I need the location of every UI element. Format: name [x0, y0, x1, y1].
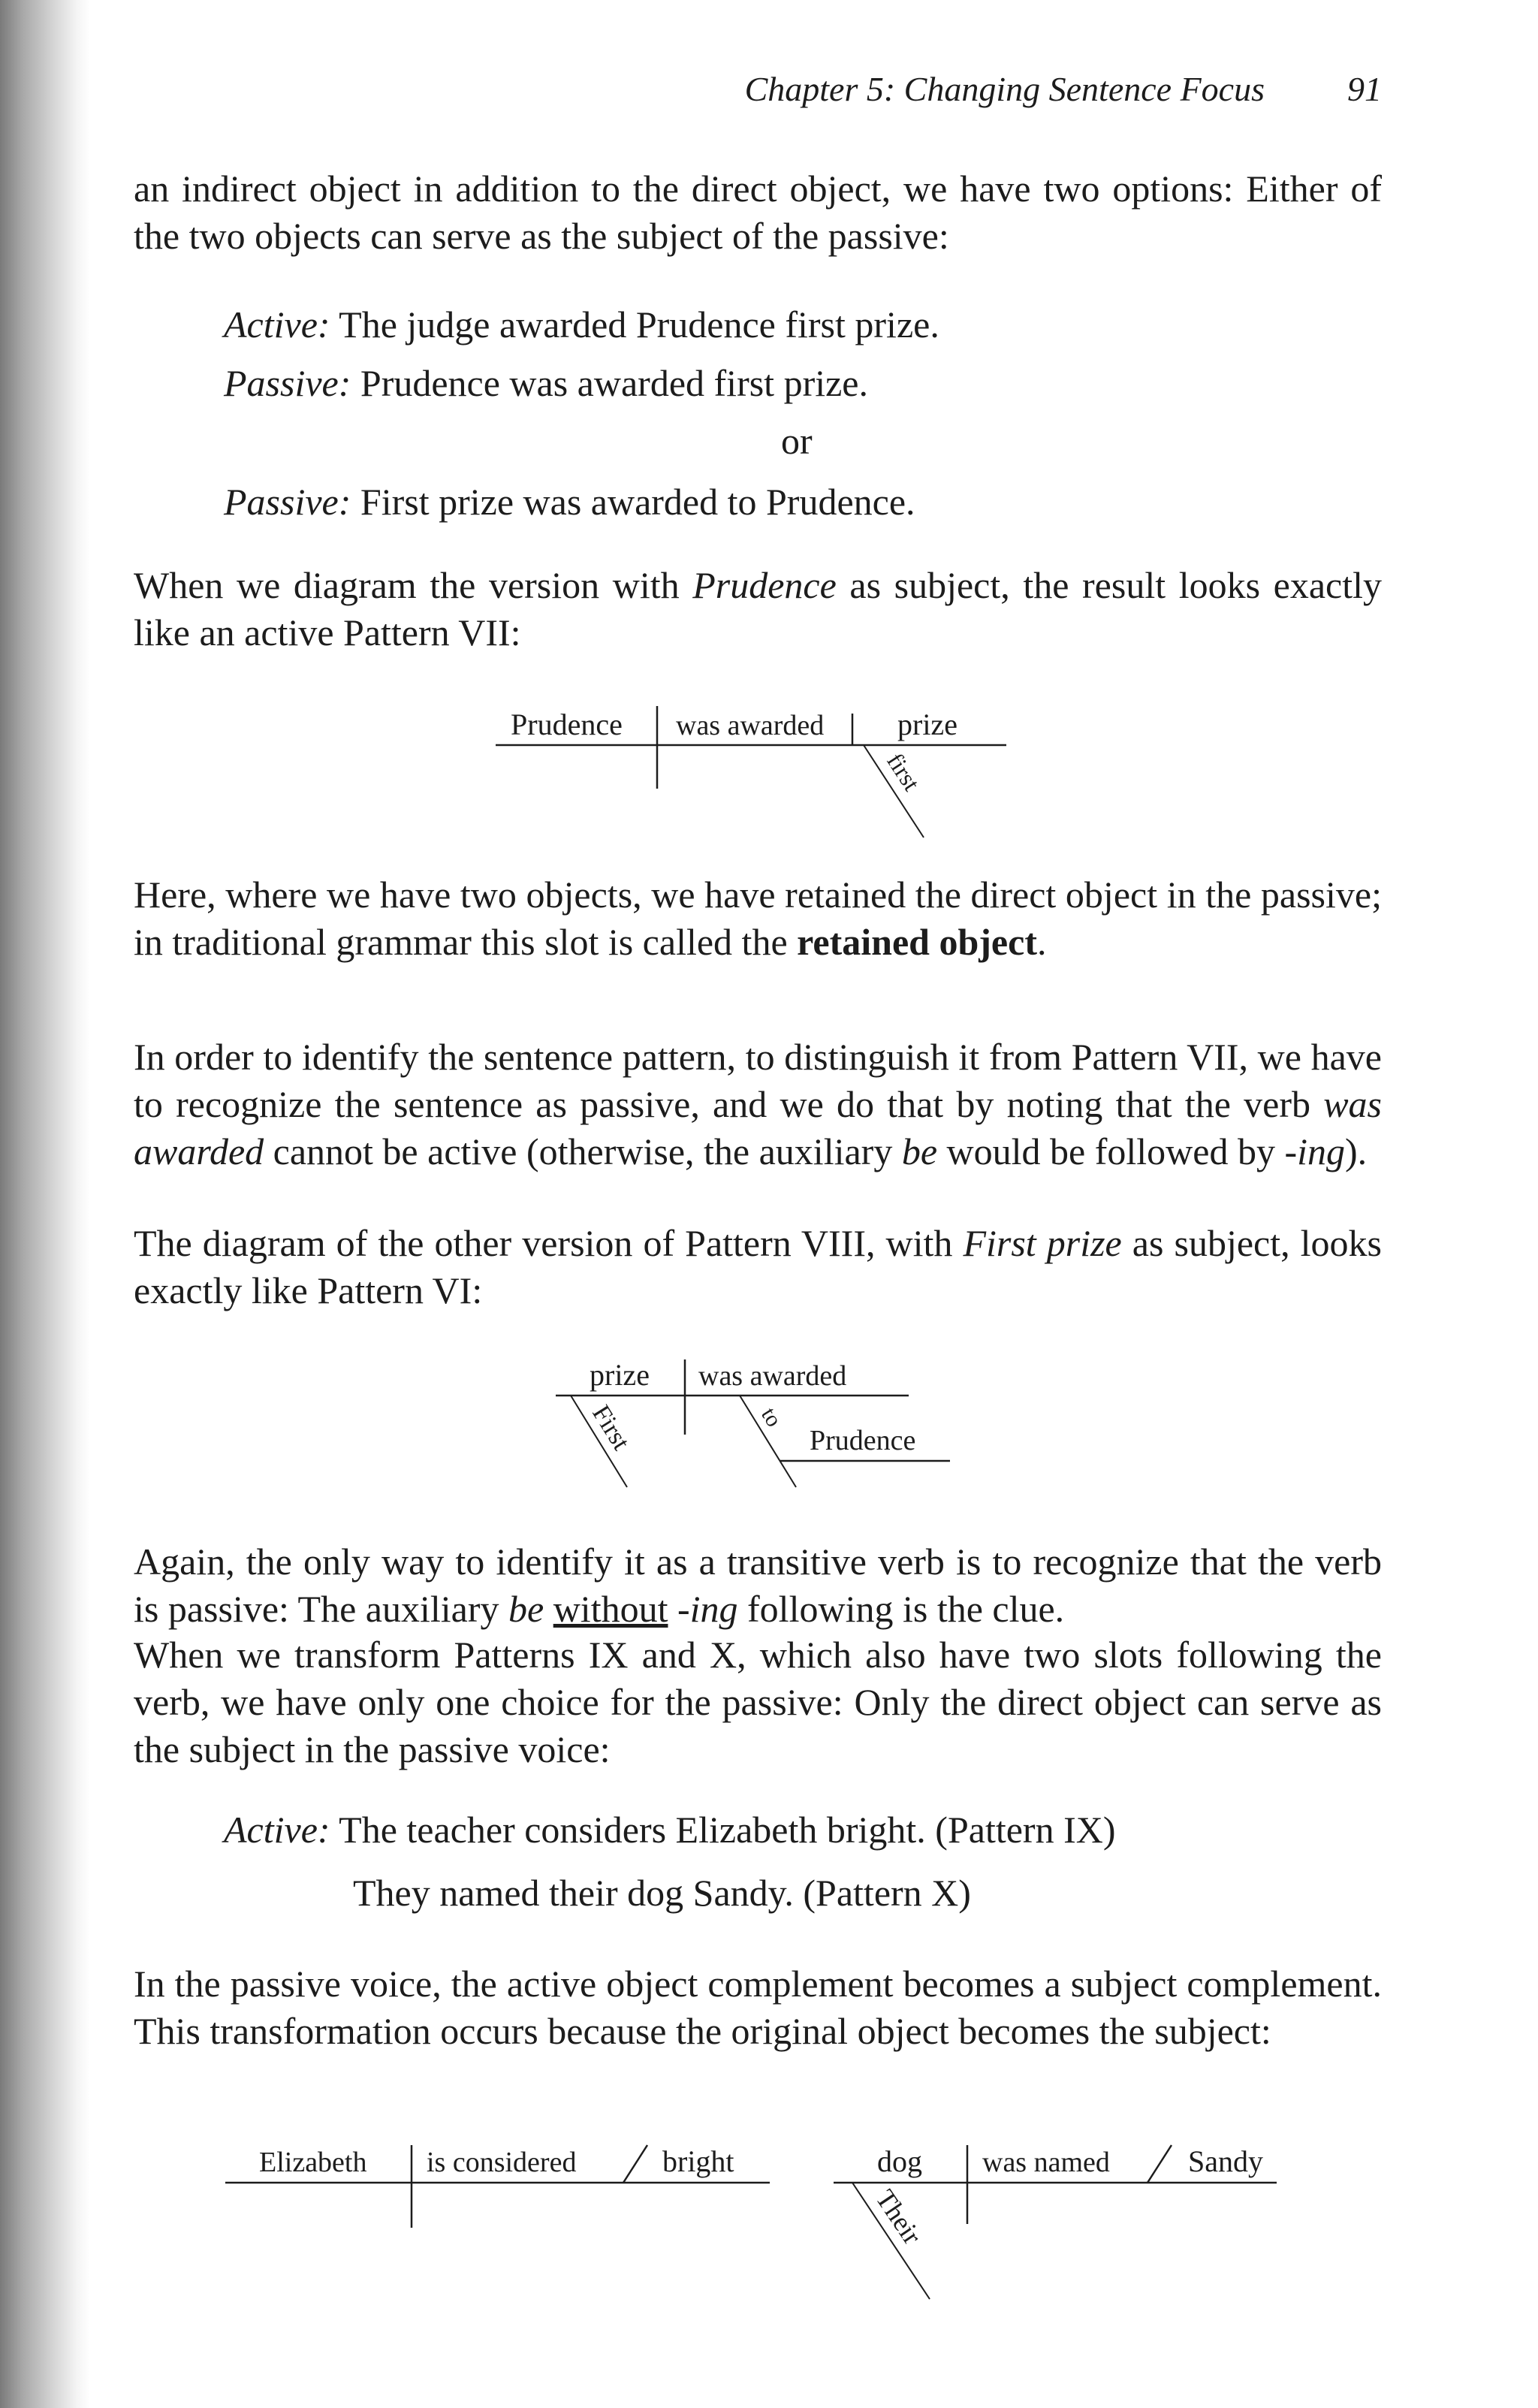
text-run: Here, where we have two objects, we have retained the direct object in the passive; in traditional grammar this slot is called the	[134, 874, 1382, 963]
example-passive-1	[224, 361, 868, 406]
sentence-diagram-3	[218, 2115, 774, 2247]
diagram-verb: was awarded	[676, 710, 825, 741]
paragraph-other-version	[134, 1220, 1382, 1314]
diagram-complement: Sandy	[1188, 2144, 1263, 2178]
paragraph-retained-object	[134, 871, 1382, 966]
text-run: following is the clue.	[737, 1588, 1065, 1630]
diagram-3-svg	[218, 2115, 774, 2243]
example-text: The judge awarded Prudence first prize.	[339, 303, 939, 346]
bold-term: retained object	[797, 921, 1037, 963]
italic-term: was awarded	[134, 1083, 1382, 1172]
page-number: 91	[1347, 70, 1382, 108]
paragraph-passive-complement: In the passive voice, the active object complement becomes a subject complement. This transformation occurs because the original object becomes the subject:	[134, 1963, 1382, 2052]
diagram-modifier: Their	[870, 2184, 928, 2250]
example-or: or	[781, 420, 813, 462]
paragraph-identify-pattern	[134, 1034, 1382, 1175]
diagram-subject: Prudence	[511, 708, 623, 741]
sentence-diagram-4	[826, 2115, 1292, 2322]
example-active	[224, 302, 939, 347]
example-active-3: They named their dog Sandy. (Pattern X)	[353, 1872, 971, 1914]
text-run: .	[1036, 921, 1047, 963]
diagram-complement: bright	[662, 2144, 734, 2178]
italic-term: -ing	[1284, 1130, 1346, 1172]
example-label: Passive:	[224, 481, 351, 523]
italic-term: be	[508, 1588, 544, 1630]
text-run: When we diagram the version with	[134, 564, 693, 606]
text-run: Again, the only way to identify it as a transitive verb is to recognize that the verb is passive: The auxiliary	[134, 1540, 1382, 1630]
underlined-term: without	[553, 1588, 668, 1630]
diagram-preposition: to	[756, 1403, 787, 1432]
diagram-verb: was awarded	[698, 1360, 847, 1392]
complement-slant	[1147, 2145, 1172, 2183]
italic-term: First prize	[963, 1222, 1122, 1264]
diagram-prep-object: Prudence	[810, 1425, 916, 1456]
diagram-verb: is considered	[427, 2147, 577, 2178]
italic-term: -ing	[677, 1588, 738, 1630]
example-text: First prize was awarded to Prudence.	[360, 481, 915, 523]
diagram-subject: prize	[590, 1358, 650, 1392]
diagram-4-svg	[826, 2115, 1292, 2318]
paragraph-patterns-ix-x: When we transform Patterns IX and X, which also have two slots following the verb, we have only one choice for the passive: Only the direct object can serve as the subject in the passive voice:	[134, 1634, 1382, 1770]
running-head	[0, 69, 1382, 109]
diagram-object: prize	[897, 708, 957, 741]
diagram-1-svg	[488, 691, 1014, 856]
italic-term: Prudence	[692, 564, 837, 606]
text-run: as subject, looks exactly like Pattern VI:	[134, 1222, 1382, 1311]
chapter-title: Chapter 5: Changing Sentence Focus	[744, 70, 1265, 108]
sentence-diagram-2	[548, 1344, 969, 1513]
paragraph-transitive	[134, 1538, 1382, 1633]
text-run: would be followed by	[937, 1130, 1285, 1172]
complement-slant	[623, 2145, 647, 2183]
diagram-subject: Elizabeth	[259, 2147, 367, 2178]
example-label: Active:	[224, 1809, 330, 1851]
italic-term: be	[901, 1130, 938, 1172]
example-passive-2	[224, 479, 915, 524]
example-text: The teacher considers Elizabeth bright. (Pattern IX)	[339, 1809, 1116, 1851]
diagram-verb: was named	[982, 2147, 1110, 2178]
text-run: In order to identify the sentence pattern, to distinguish it from Pattern VII, we have to recognize the sentence as passive, and we do that by noting that the verb	[134, 1036, 1382, 1125]
text-run: cannot be active (otherwise, the auxiliary	[264, 1130, 902, 1172]
text-run	[668, 1588, 677, 1630]
example-label: Active:	[224, 303, 330, 346]
example-label: Passive:	[224, 362, 351, 404]
text-run: The diagram of the other version of Pattern VIII, with	[134, 1222, 964, 1264]
diagram-modifier: First	[587, 1400, 635, 1456]
diagram-subject: dog	[877, 2144, 922, 2178]
sentence-diagram-1	[488, 691, 1014, 860]
diagram-modifier: first	[882, 748, 926, 796]
text-run: as subject, the result looks exactly like an active Pattern VII:	[134, 564, 1382, 653]
text-run: ).	[1345, 1130, 1368, 1172]
example-active-2	[224, 1807, 1115, 1852]
example-text: Prudence was awarded first prize.	[360, 362, 868, 404]
diagram-2-svg	[548, 1344, 969, 1510]
paragraph-intro: an indirect object in addition to the direct object, we have two options: Either of the two objects can serve as the subject of the passive:	[134, 167, 1382, 257]
paragraph-diagram-intro	[134, 562, 1382, 656]
text-run	[544, 1588, 553, 1630]
